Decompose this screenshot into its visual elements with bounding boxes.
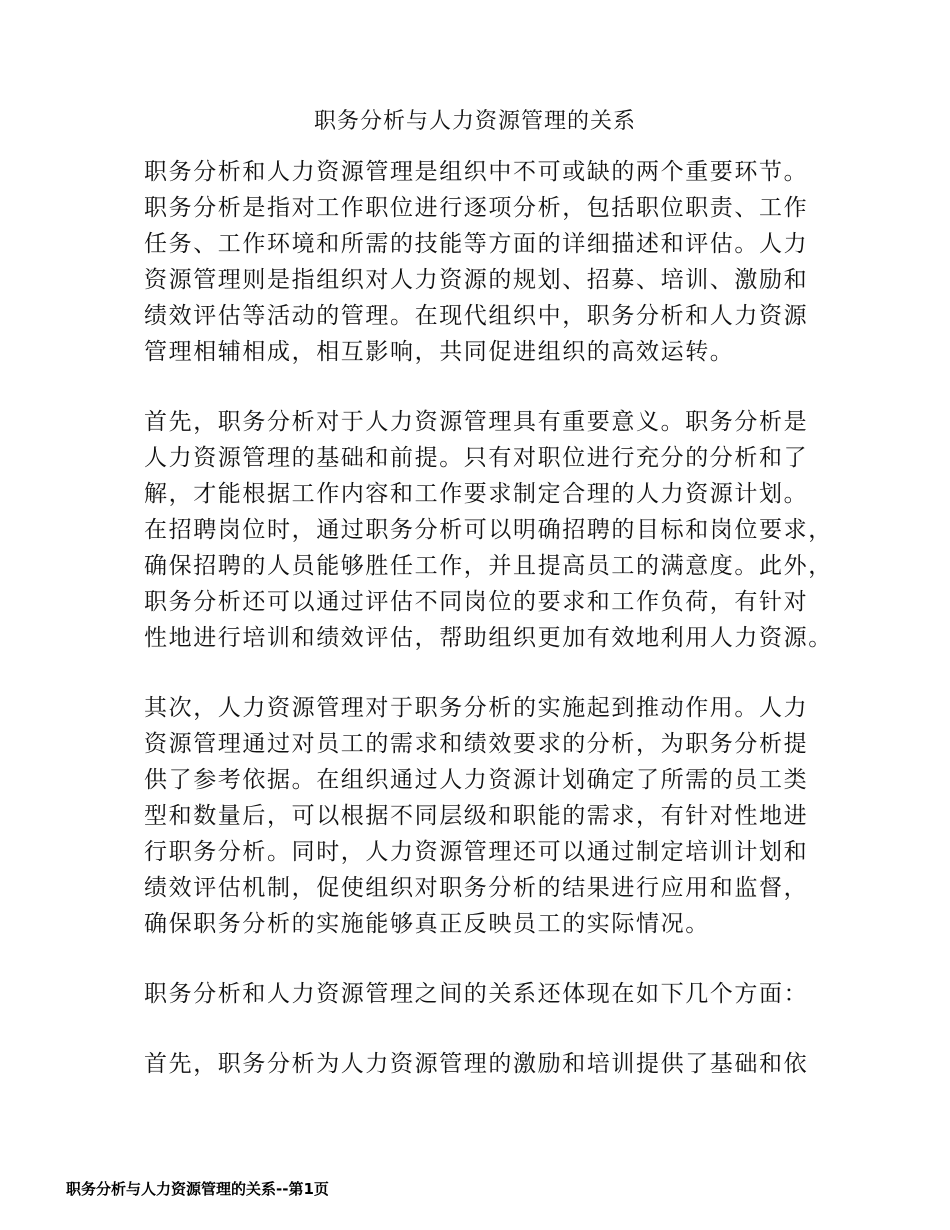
paragraph-2 [144, 404, 834, 656]
text-line: 供了参考依据。在组织通过人力资源计划确定了所需的员工类 [144, 767, 809, 793]
text-line: 人力资源管理的基础和前提。只有对职位进行充分的分析和了 [144, 445, 809, 471]
paragraph-5 [144, 1046, 834, 1082]
text-line: 任务、工作环境和所需的技能等方面的详细描述和评估。人力 [144, 231, 809, 257]
paragraph-1 [144, 154, 834, 370]
text-line: 其次，人力资源管理对于职务分析的实施起到推动作用。人力 [144, 695, 809, 721]
paragraph-3 [144, 690, 834, 942]
text-line: 确保职务分析的实施能够真正反映员工的实际情况。 [144, 911, 710, 937]
text-line: 解，才能根据工作内容和工作要求制定合理的人力资源计划。 [144, 481, 809, 507]
text-line: 绩效评估等活动的管理。在现代组织中，职务分析和人力资源 [144, 303, 809, 329]
text-line: 在招聘岗位时，通过职务分析可以明确招聘的目标和岗位要求， [144, 517, 833, 543]
document-body [144, 154, 834, 1116]
text-line: 型和数量后，可以根据不同层级和职能的需求，有针对性地进 [144, 803, 809, 829]
text-line: 管理相辅相成，相互影响，共同促进组织的高效运转。 [144, 339, 735, 365]
text-line: 首先，职务分析对于人力资源管理具有重要意义。职务分析是 [144, 409, 809, 435]
text-line: 职务分析是指对工作职位进行逐项分析，包括职位职责、工作 [144, 195, 809, 221]
text-line: 职务分析和人力资源管理是组织中不可或缺的两个重要环节。 [144, 159, 809, 185]
page-title: 职务分析与人力资源管理的关系 [313, 109, 636, 134]
text-line: 确保招聘的人员能够胜任工作，并且提高员工的满意度。此外， [144, 553, 833, 579]
page-footer: 职务分析与人力资源管理的关系--第1页 [66, 1180, 329, 1198]
text-line: 资源管理则是指组织对人力资源的规划、招募、培训、激励和 [144, 267, 809, 293]
paragraph-4 [144, 976, 834, 1012]
text-line: 职务分析还可以通过评估不同岗位的要求和工作负荷，有针对 [144, 589, 809, 615]
text-line: 绩效评估机制，促使组织对职务分析的结果进行应用和监督， [144, 875, 809, 901]
text-line: 首先，职务分析为人力资源管理的激励和培训提供了基础和依 [144, 1051, 809, 1077]
text-line: 性地进行培训和绩效评估，帮助组织更加有效地利用人力资源。 [144, 625, 833, 651]
text-line: 行职务分析。同时，人力资源管理还可以通过制定培训计划和 [144, 839, 809, 865]
text-line: 资源管理通过对员工的需求和绩效要求的分析，为职务分析提 [144, 731, 809, 757]
text-line: 职务分析和人力资源管理之间的关系还体现在如下几个方面： [144, 981, 809, 1007]
